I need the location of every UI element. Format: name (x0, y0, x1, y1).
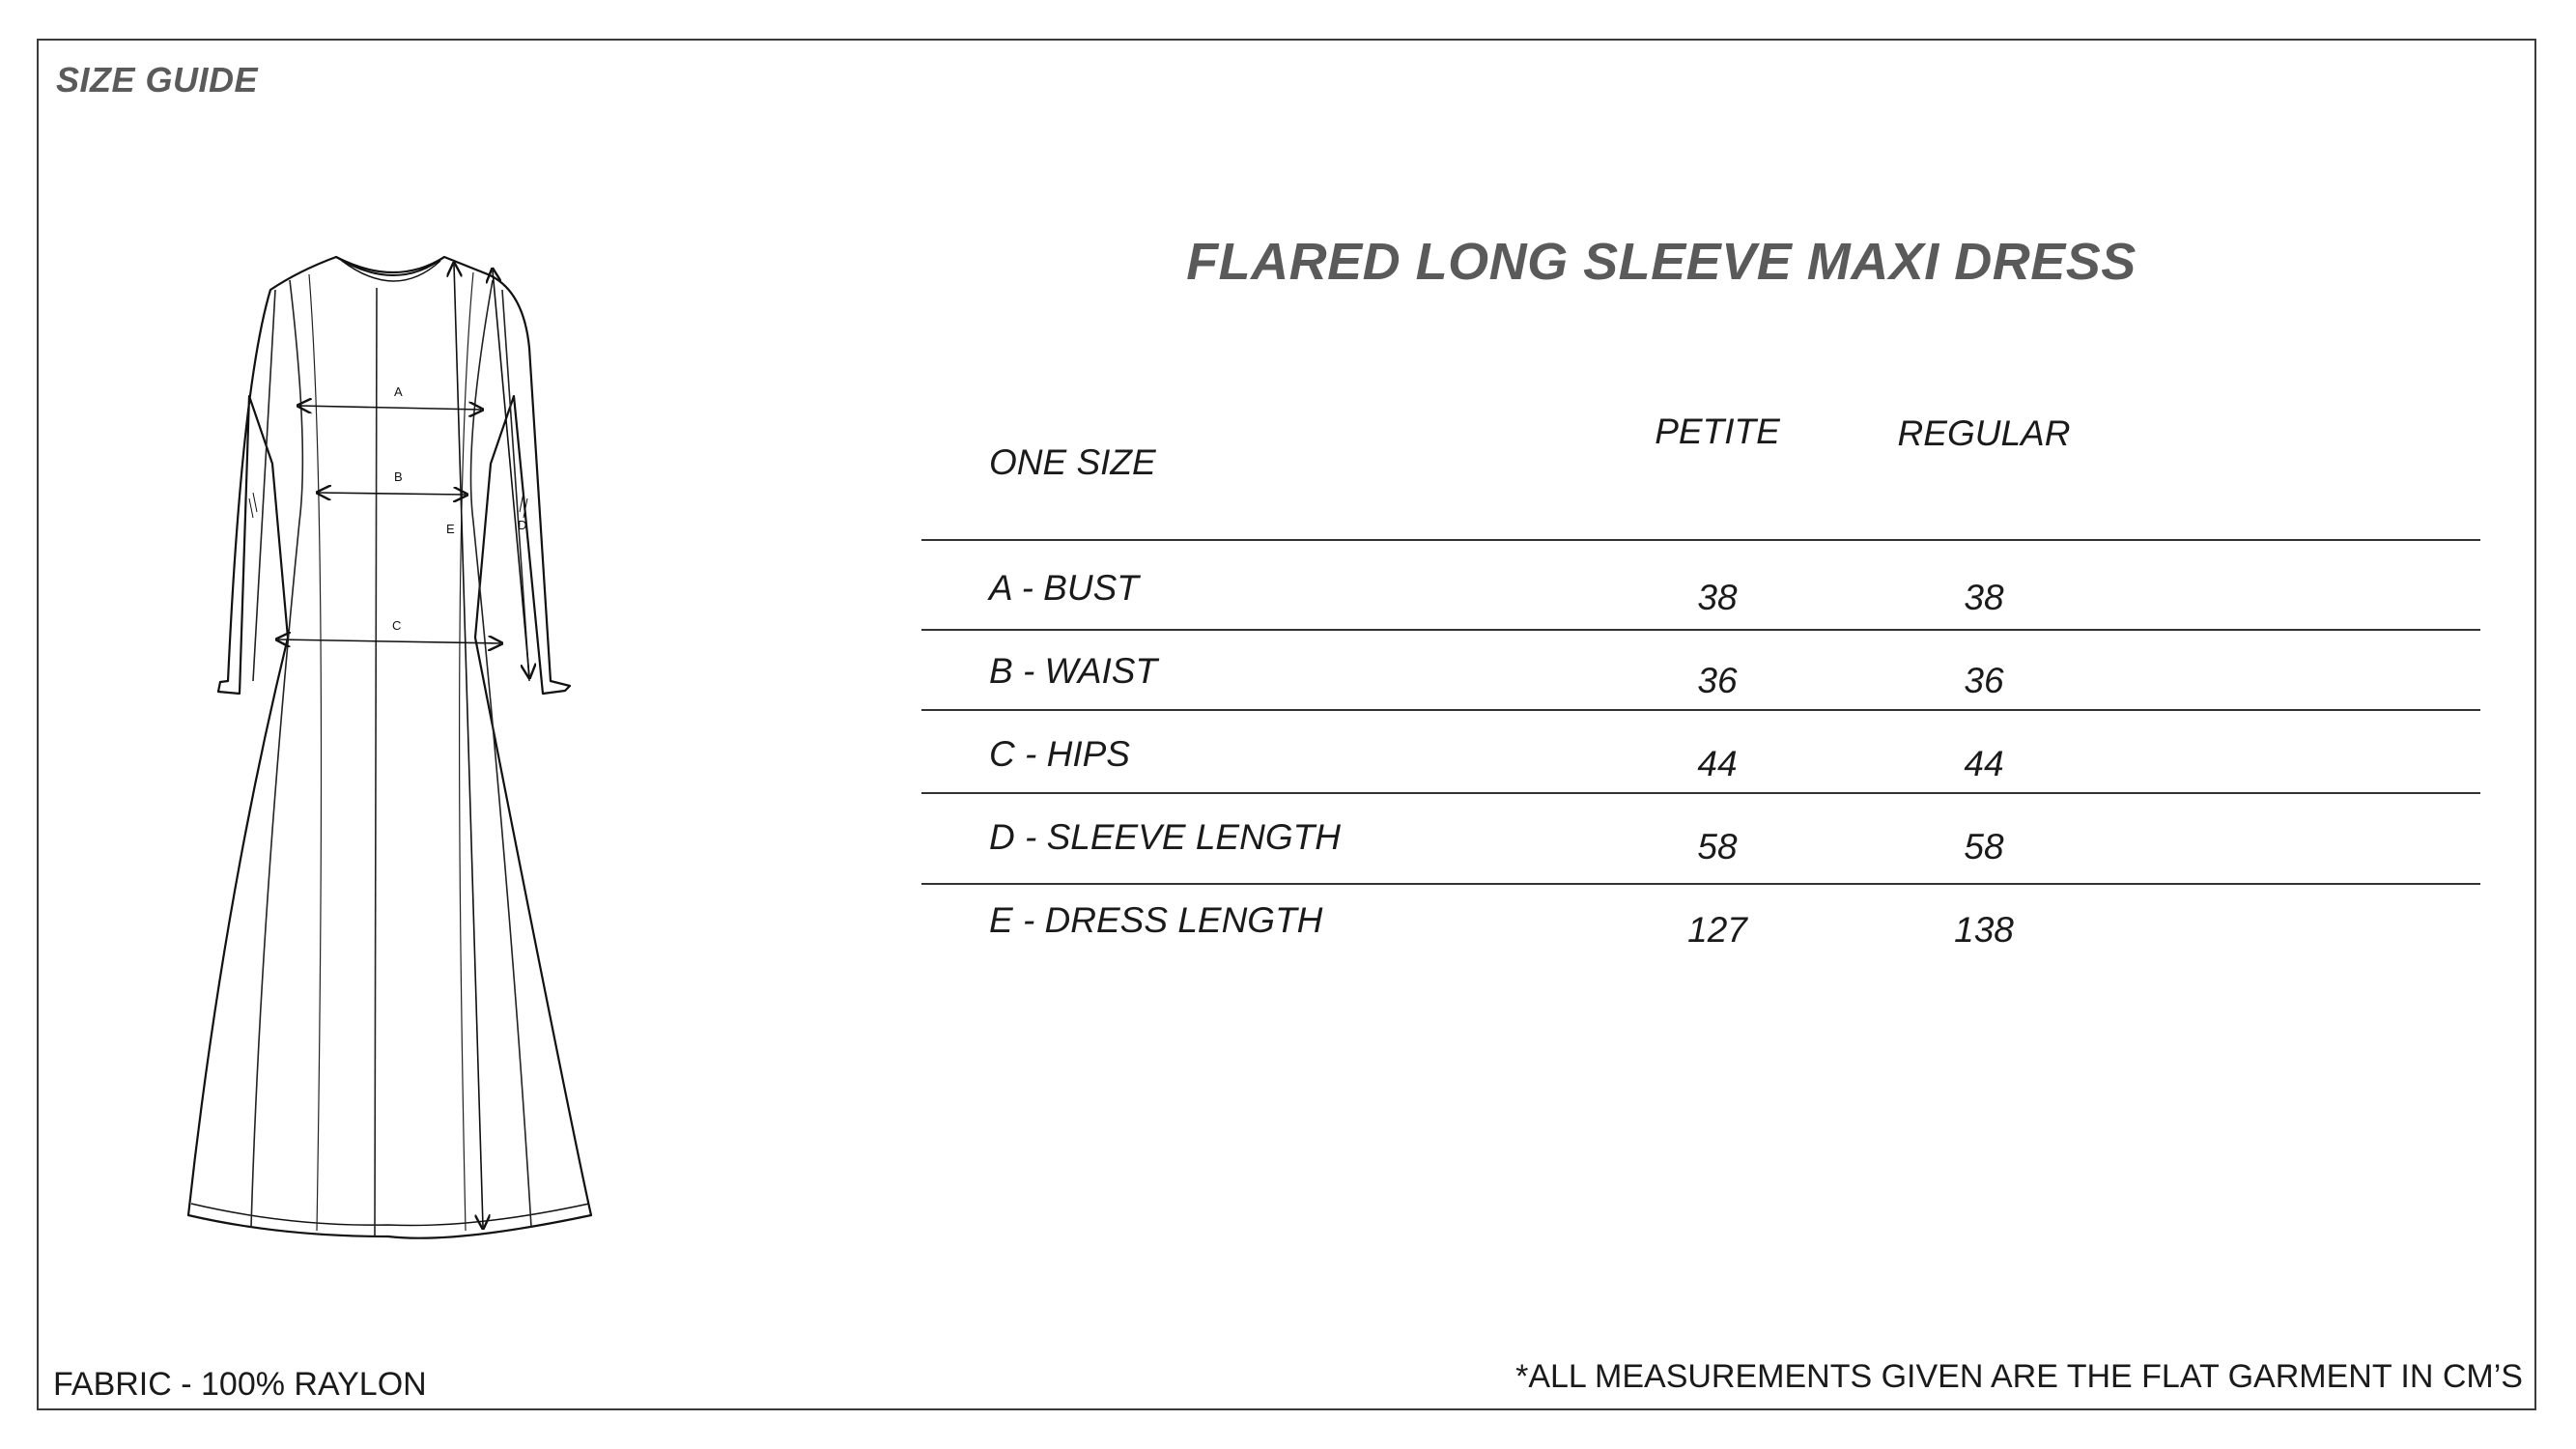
measure-hips-arrow (278, 639, 500, 643)
product-title: FLARED LONG SLEEVE MAXI DRESS (1186, 233, 2137, 291)
measure-bust-arrow (299, 406, 481, 410)
table-cell-regular: 38 (1964, 578, 2004, 617)
dress-diagram (164, 232, 628, 1256)
fabric-info: FABRIC - 100% RAYLON (53, 1366, 427, 1403)
measure-waist-arrow (319, 493, 466, 495)
table-cell-regular: 58 (1964, 827, 2004, 867)
table-divider (921, 883, 2480, 885)
table-divider (921, 629, 2480, 631)
table-cell-petite: 127 (1687, 910, 1747, 950)
dress-outline (188, 257, 591, 1238)
column-header-regular: REGULAR (1897, 413, 2071, 453)
table-row-label: C - HIPS (989, 734, 1130, 774)
table-row-label: A - BUST (989, 568, 1139, 608)
table-row-label: D - SLEEVE LENGTH (989, 817, 1341, 857)
label-b: B (394, 469, 403, 484)
table-cell-petite: 58 (1697, 827, 1738, 867)
column-header-petite: PETITE (1655, 412, 1780, 451)
table-row-label: B - WAIST (989, 651, 1158, 691)
measurement-note: *ALL MEASUREMENTS GIVEN ARE THE FLAT GARMENT IN CM’S (1515, 1358, 2523, 1395)
label-c: C (392, 618, 402, 633)
label-e: E (446, 522, 455, 536)
table-divider (921, 792, 2480, 794)
label-a: A (394, 384, 403, 399)
table-cell-petite: 44 (1697, 744, 1738, 783)
measure-sleeve-arrow (493, 270, 529, 676)
table-divider (921, 539, 2480, 541)
table-row-label: E - DRESS LENGTH (989, 900, 1323, 940)
table-cell-petite: 36 (1697, 661, 1738, 700)
section-label: SIZE GUIDE (56, 60, 259, 99)
label-d: D (518, 518, 527, 532)
table-cell-petite: 38 (1697, 578, 1738, 617)
table-cell-regular: 36 (1964, 661, 2004, 700)
table-cell-regular: 138 (1954, 910, 2014, 950)
row-header-one-size: ONE SIZE (989, 442, 1156, 482)
table-divider (921, 709, 2480, 711)
table-cell-regular: 44 (1964, 744, 2004, 783)
